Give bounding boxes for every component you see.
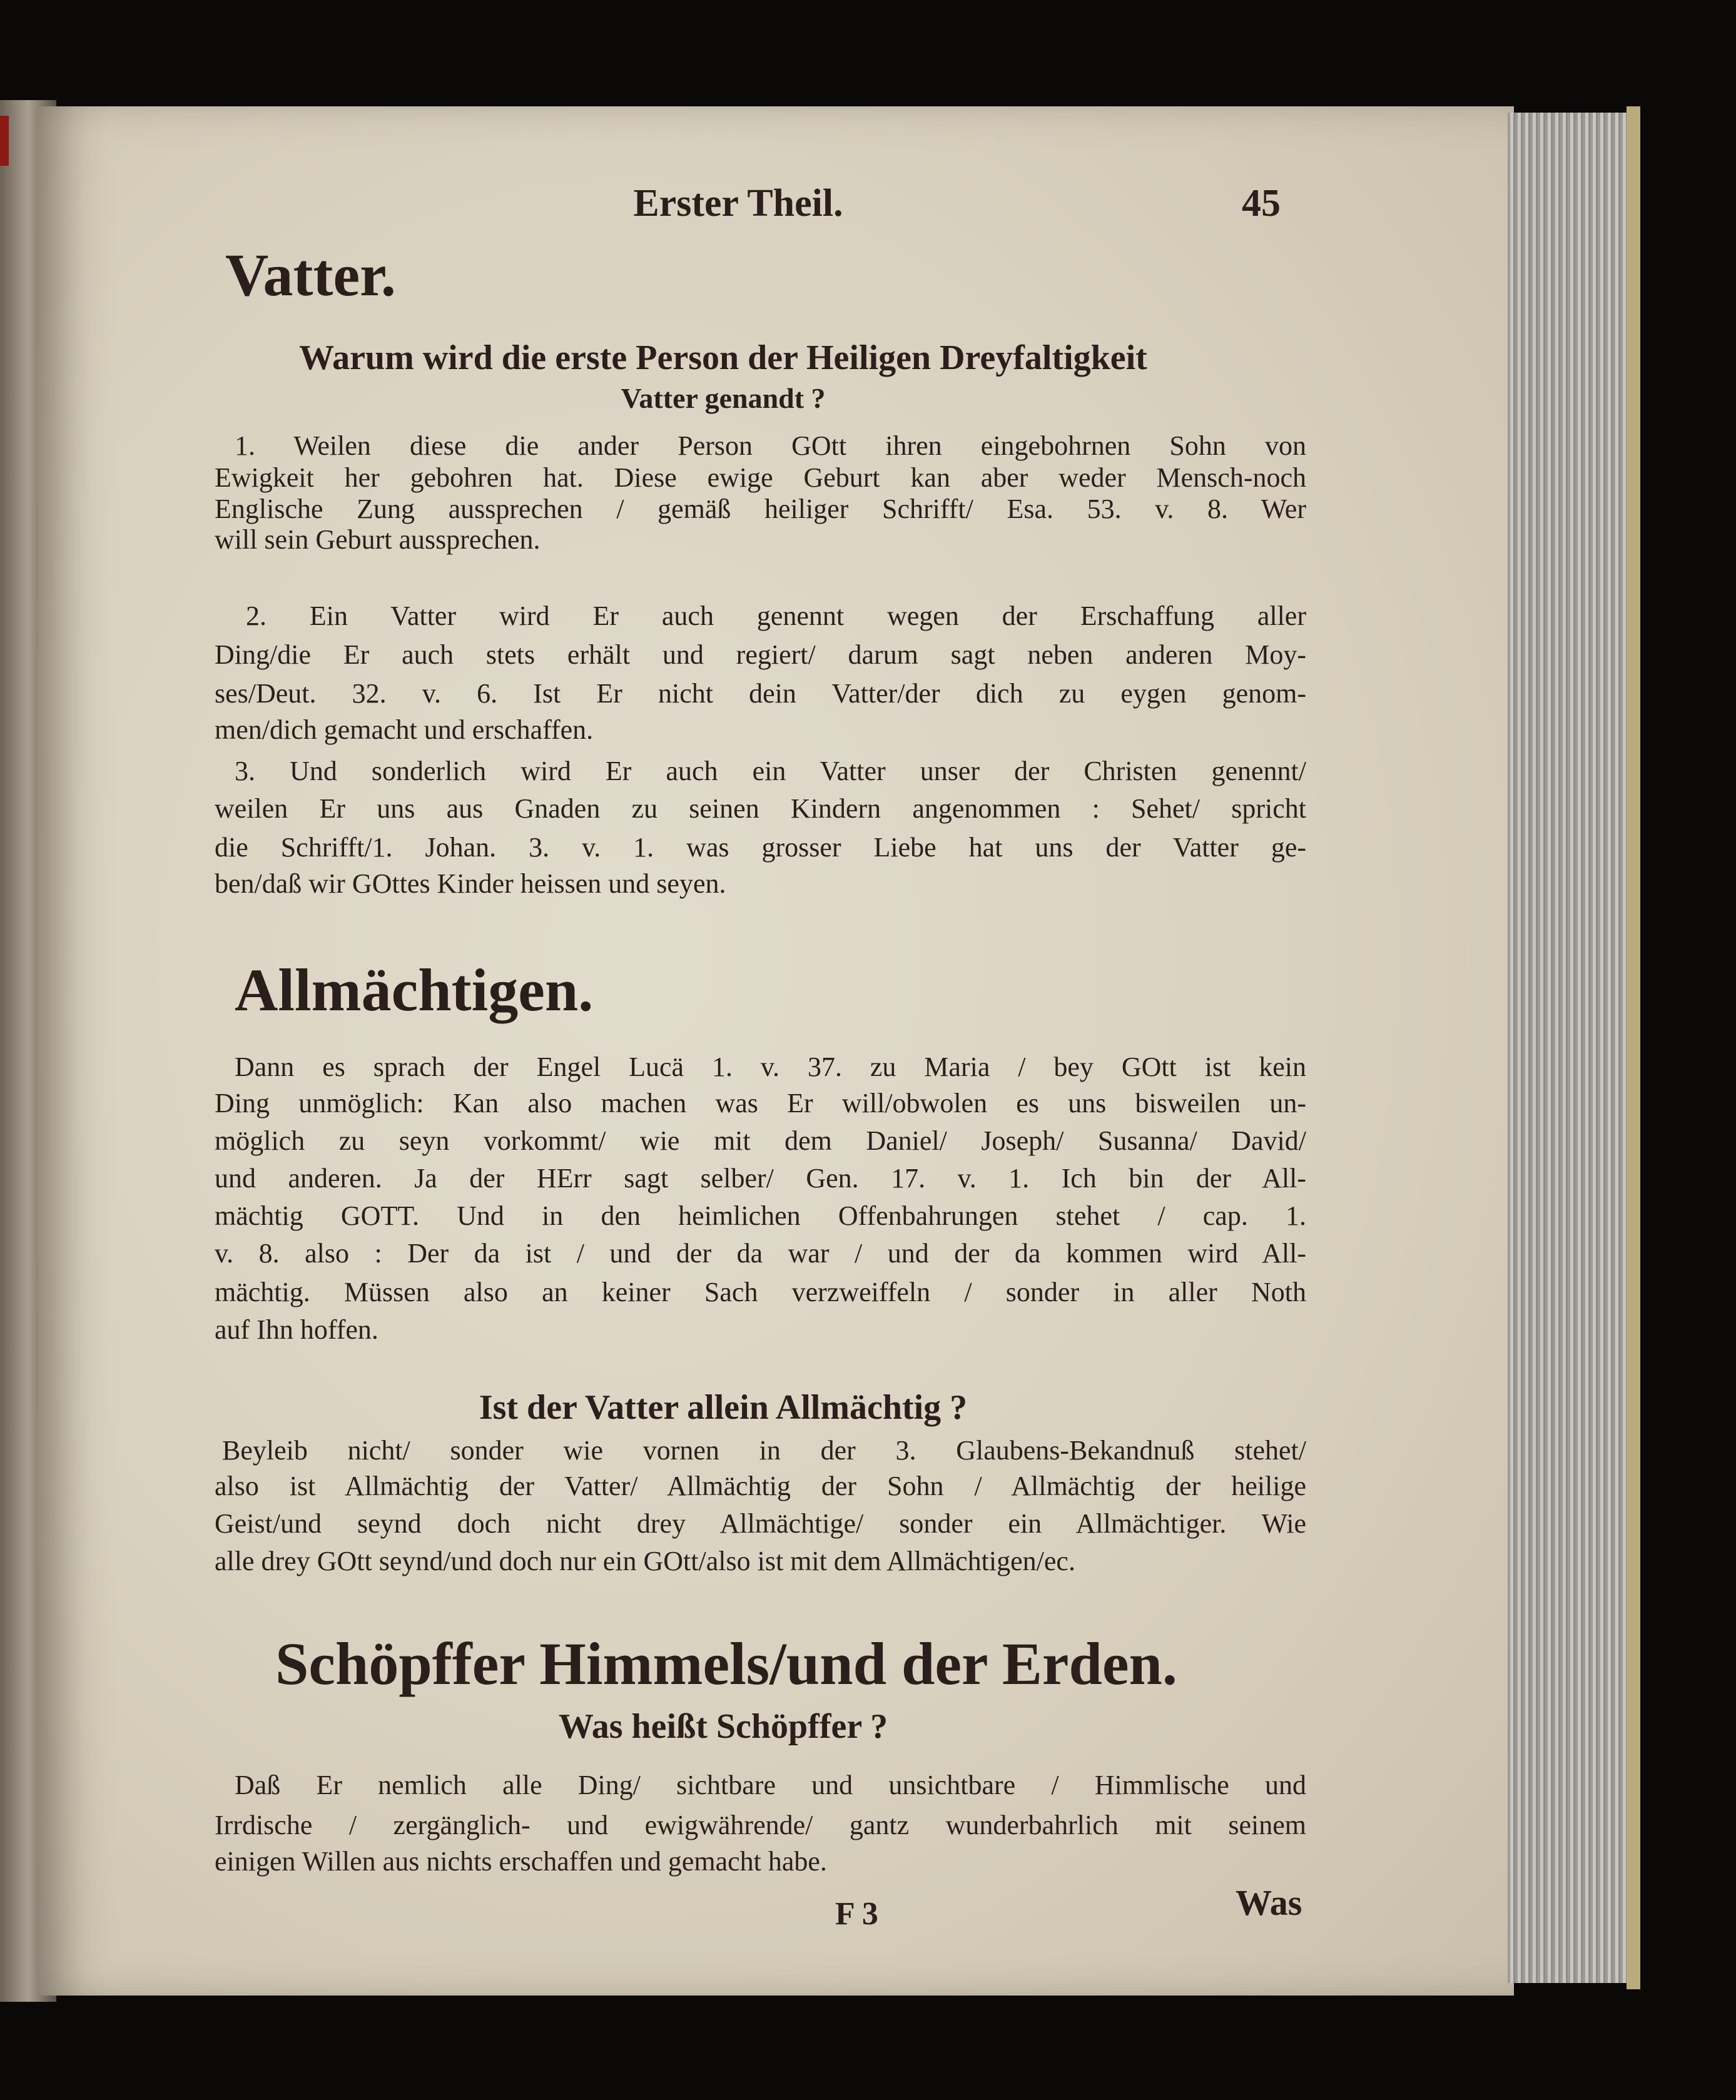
text-line: Englische Zung aussprechen / gemäß heiliger Schrifft/ Esa. 53. v. 8. Wer xyxy=(215,494,1306,524)
text-line: Daß Er nemlich alle Ding/ sichtbare und unsichtbare / Himmlische und xyxy=(235,1770,1306,1800)
section-heading-vatter: Vatter. xyxy=(225,241,396,308)
text-line: Ding/die Er auch stets erhält und regiert/ darum sagt neben anderen Moy- xyxy=(215,639,1306,670)
section-heading-allmaechtigen: Allmächtigen. xyxy=(235,956,594,1023)
text-line: Geist/und seynd doch nicht drey Allmächtige/ sonder ein Allmächtiger. Wie xyxy=(215,1508,1306,1539)
text-line: alle drey GOtt seynd/und doch nur ein GOtt/also ist mit dem Allmächtigen/ec. xyxy=(215,1546,1075,1576)
text-line: also ist Allmächtig der Vatter/ Allmächtig der Sohn / Allmächtig der heilige xyxy=(215,1471,1306,1501)
question-heading-cont: Vatter genandt ? xyxy=(621,382,826,414)
question-heading: Ist der Vatter allein Allmächtig ? xyxy=(479,1388,968,1427)
text-line: Irrdische / zergänglich- und ewigwährende/ gantz wunderbahrlich mit seinem xyxy=(215,1810,1306,1840)
question-heading: Was heißt Schöpffer ? xyxy=(558,1707,888,1746)
catchword: Was xyxy=(1236,1882,1302,1923)
text-line: die Schrifft/1. Johan. 3. v. 1. was grosser Liebe hat uns der Vatter ge- xyxy=(215,832,1306,863)
text-line: ses/Deut. 32. v. 6. Ist Er nicht dein Vatter/der dich zu eygen genom- xyxy=(215,678,1306,709)
page-stack-edges xyxy=(1508,113,1627,1983)
text-line: auf Ihn hoffen. xyxy=(215,1314,378,1345)
text-line: 1. Weilen diese die ander Person GOtt ihren eingebohrnen Sohn von xyxy=(235,430,1306,461)
text-line: 2. Ein Vatter wird Er auch genennt wegen der Erschaffung aller xyxy=(246,601,1306,631)
running-head: Erster Theil. xyxy=(633,182,843,225)
bookmark-ribbon xyxy=(0,116,9,166)
text-line: mächtig. Müssen also an keiner Sach verzweiffeln / sonder in aller Noth xyxy=(215,1277,1306,1307)
text-line: Beyleib nicht/ sonder wie vornen in der 3. Glaubens-Bekandnuß stehet/ xyxy=(222,1435,1306,1466)
text-line: Dann es sprach der Engel Lucä 1. v. 37. zu Maria / bey GOtt ist kein xyxy=(235,1052,1306,1082)
text-line: 3. Und sonderlich wird Er auch ein Vatter unser der Christen genennt/ xyxy=(235,756,1306,786)
section-heading-schoepffer: Schöpffer Himmels/und der Erden. xyxy=(275,1630,1177,1697)
text-line: Ewigkeit her gebohren hat. Diese ewige Geburt kan aber weder Mensch-noch xyxy=(215,462,1306,493)
text-line: ben/daß wir GOttes Kinder heissen und seyen. xyxy=(215,868,726,899)
text-line: möglich zu seyn vorkommt/ wie mit dem Daniel/ Joseph/ Susanna/ David/ xyxy=(215,1125,1306,1156)
text-line: Ding unmöglich: Kan also machen was Er will/obwolen es uns bisweilen un- xyxy=(215,1088,1306,1118)
question-heading: Warum wird die erste Person der Heiligen Dreyfaltigkeit xyxy=(299,338,1147,377)
book-cover-edge xyxy=(1627,106,1640,1989)
text-line: einigen Willen aus nichts erschaffen und gemacht habe. xyxy=(215,1846,827,1877)
text-line: men/dich gemacht und erschaffen. xyxy=(215,714,594,745)
text-line: mächtig GOTT. Und in den heimlichen Offenbahrungen stehet / cap. 1. xyxy=(215,1200,1306,1231)
text-line: v. 8. also : Der da ist / und der da war / und der da kommen wird All- xyxy=(215,1238,1306,1269)
text-line: und anderen. Ja der HErr sagt selber/ Gen. 17. v. 1. Ich bin der All- xyxy=(215,1163,1306,1194)
page-number: 45 xyxy=(1242,182,1281,225)
signature-mark: F 3 xyxy=(835,1896,878,1932)
text-line: weilen Er uns aus Gnaden zu seinen Kindern angenommen : Sehet/ spricht xyxy=(215,793,1306,824)
text-line: will sein Geburt aussprechen. xyxy=(215,524,541,555)
